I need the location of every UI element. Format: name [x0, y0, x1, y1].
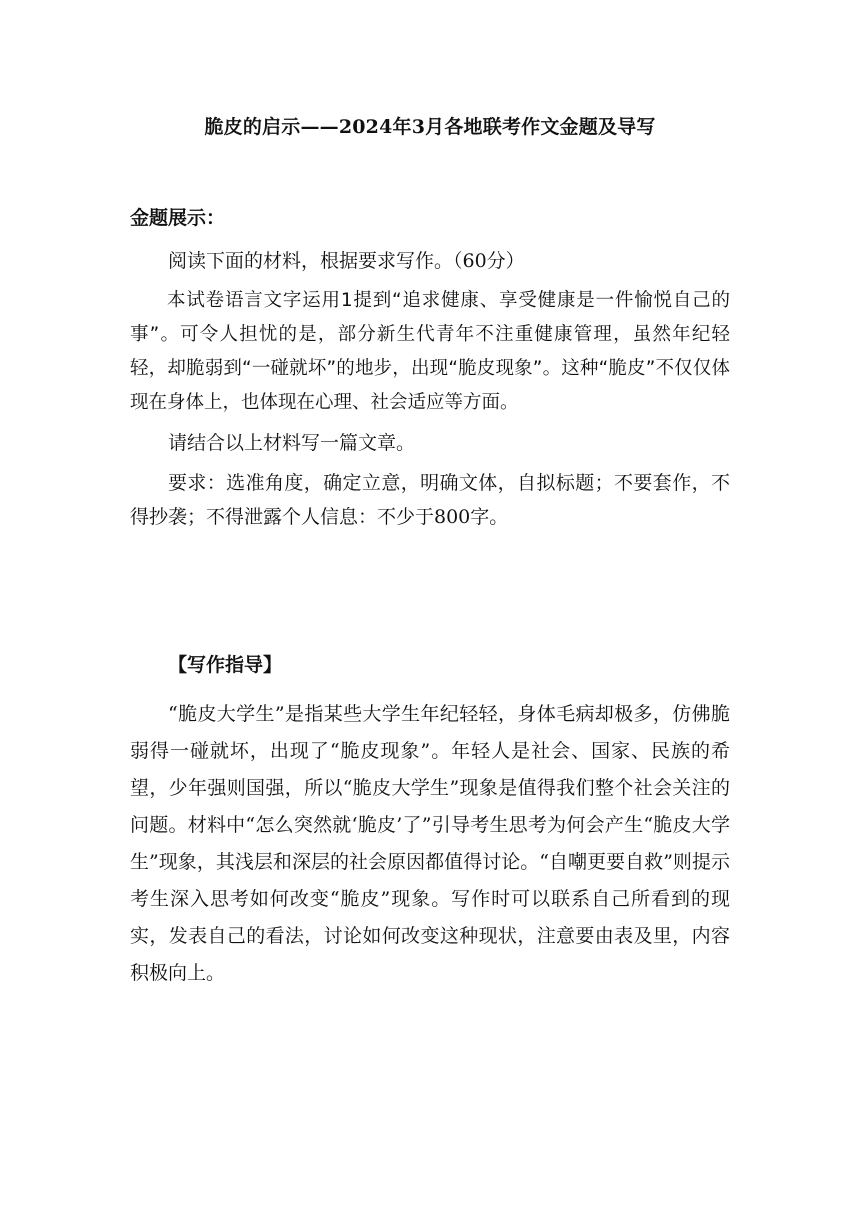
prompt-requirements: 要求：选准角度，确定立意，明确文体，自拟标题；不要套作，不得抄袭；不得泄露个人信息：不少于800字。: [130, 472, 730, 528]
prompt-body: [130, 244, 730, 534]
guide-body: [130, 696, 730, 992]
document-title: 脆皮的启示——2024年3月各地联考作文金题及导写: [204, 116, 656, 138]
guide-heading: 【写作指导】: [168, 654, 283, 676]
prompt-task: 请结合以上材料写一篇文章。: [168, 432, 416, 454]
prompt-heading: 金题展示：: [130, 207, 226, 229]
guide-text: “脆皮大学生”是指某些大学生年纪轻轻，身体毛病却极多，仿佛脆弱得一碰就坏，出现了“脆皮现象”。年轻人是社会、国家、民族的希望，少年强则国强，所以“脆皮大学生”现象是值得我们整个社会关注的问题。材料中“怎么突然就‘脆皮’了”引导考生思考为何会产生“脆皮大学生”现象，其浅层和深层的社会原因都值得讨论。“自嘲更要自救”则提示考生深入思考如何改变“脆皮”现象。写作时可以联系自己所看到的现实，发表自己的看法，讨论如何改变这种现状，注意要由表及里，内容积极向上。: [130, 703, 730, 984]
prompt-material: 本试卷语言文字运用1提到“追求健康、享受健康是一件愉悦自己的事”。可令人担忧的是，部分新生代青年不注重健康管理，虽然年纪轻轻，却脆弱到“一碰就坏”的地步，出现“脆皮现象”。这种“脆皮”不仅仅体现在身体上，也体现在心理、社会适应等方面。: [130, 290, 730, 413]
prompt-instruction: 阅读下面的材料，根据要求写作。（60分）: [168, 250, 525, 272]
